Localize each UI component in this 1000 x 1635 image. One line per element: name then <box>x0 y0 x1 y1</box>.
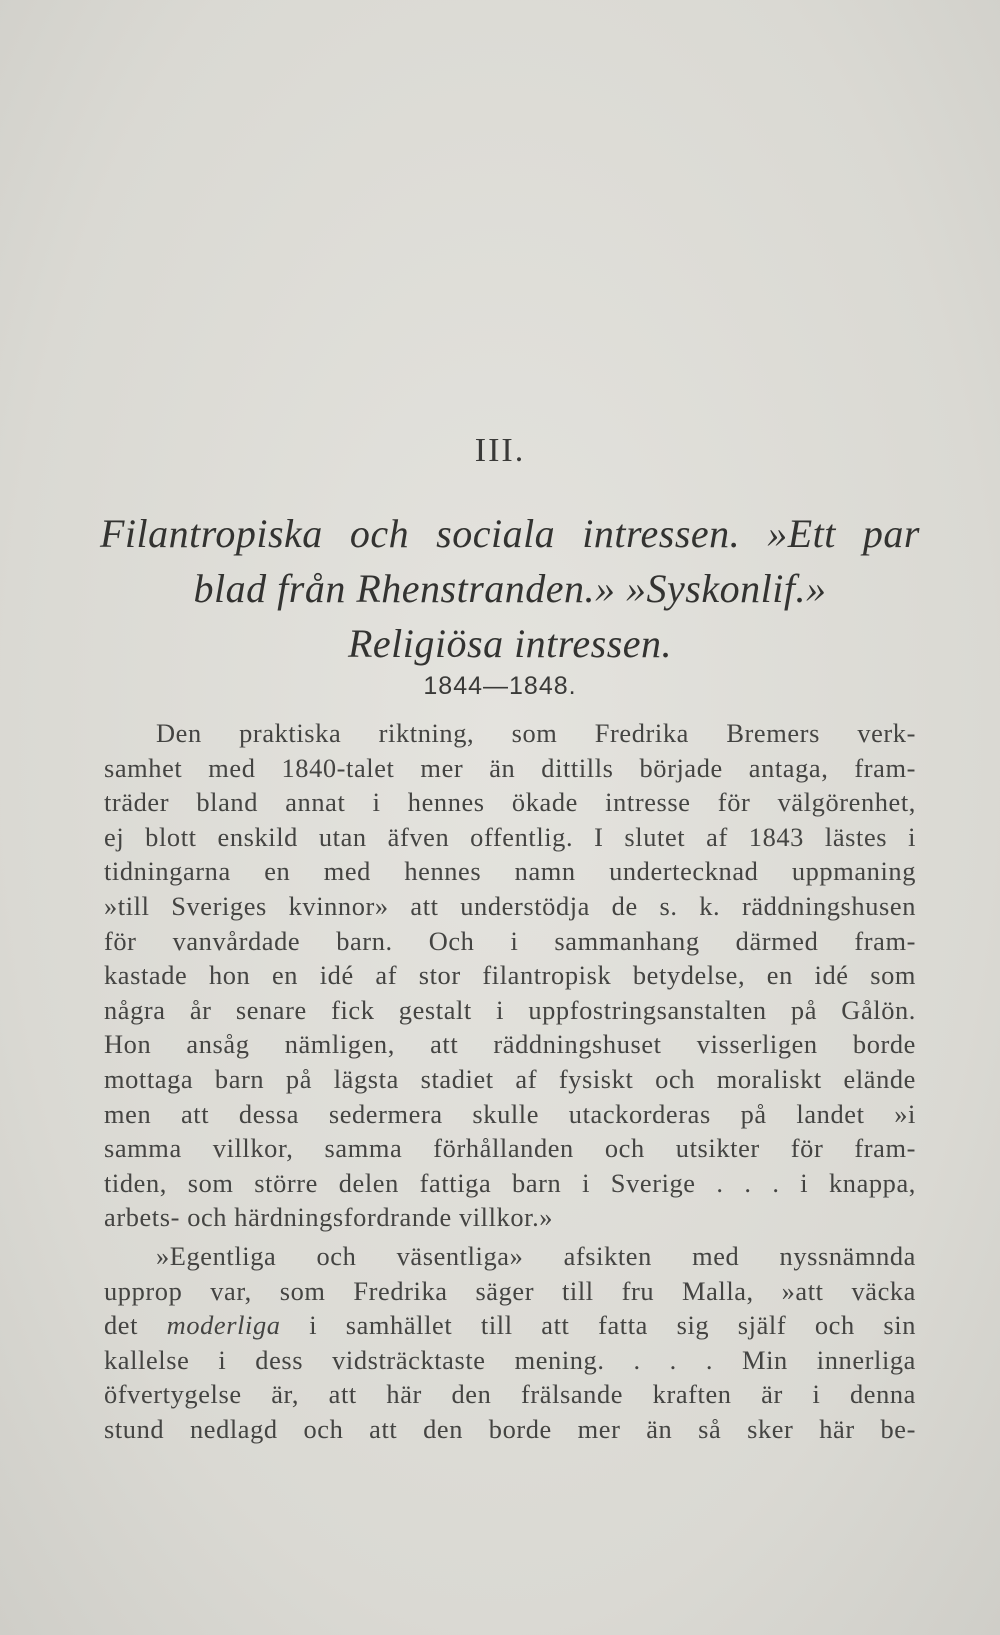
text-line: några år senare fick gestalt i uppfostringsanstalten på Gålön. <box>104 994 916 1025</box>
chapter-title-line: blad från Rhenstranden.» »Syskonlif.» <box>193 566 827 611</box>
text-line: samhet med 1840-talet mer än dittills började antaga, fram- <box>104 752 916 783</box>
body-text <box>104 716 916 1446</box>
text-line: upprop var, som Fredrika säger till fru Malla, »att väcka <box>104 1275 916 1306</box>
text-line: »till Sveriges kvinnor» att understödja de s. k. räddningshusen <box>104 890 916 921</box>
text-line: »Egentliga och väsentliga» afsikten med nyssnämnda <box>156 1240 916 1271</box>
chapter-title-line: Religiösa intressen. <box>347 621 673 666</box>
text-line: ej blott enskild utan äfven offentlig. I slutet af 1843 lästes i <box>104 821 916 852</box>
text-segment: det <box>104 1310 167 1341</box>
text-line: kastade hon en idé af stor filantropisk betydelse, en idé som <box>104 960 916 991</box>
text-line: öfvertygelse är, att här den frälsande kraften är i denna <box>104 1379 916 1410</box>
chapter-years: 1844—1848. <box>423 672 577 700</box>
text-line: stund nedlagd och att den borde mer än så sker här be- <box>104 1413 916 1444</box>
text-line-with-emphasis <box>104 1308 916 1343</box>
text-line: arbets- och härdningsfordrande villkor.» <box>104 1202 554 1233</box>
text-line: kallelse i dess vidsträcktaste mening. . . . Min innerliga <box>104 1344 916 1375</box>
chapter-title <box>100 506 920 671</box>
text-line: tidningarna en med hennes namn undertecknad uppmaning <box>104 856 916 887</box>
chapter-numeral: III. <box>474 432 526 469</box>
text-line: Den praktiska riktning, som Fredrika Bremers verk- <box>156 718 916 748</box>
chapter-title-line: Filantropiska och sociala intressen. »Ett par <box>100 511 920 556</box>
text-segment: i samhället till att fatta sig själf och sin <box>280 1310 916 1341</box>
text-line: men att dessa sedermera skulle utackorderas på landet »i <box>104 1098 916 1129</box>
text-line: träder bland annat i hennes ökade intresse för välgörenhet, <box>104 787 916 818</box>
text-line: samma villkor, samma förhållanden och utsikter för fram- <box>104 1133 916 1164</box>
emphasized-word: moderliga <box>166 1310 281 1341</box>
text-line: mottaga barn på lägsta stadiet af fysiskt och moraliskt elände <box>104 1063 916 1094</box>
text-line: Hon ansåg nämligen, att räddningshuset visserligen borde <box>104 1029 916 1060</box>
text-line: tiden, som större delen fattiga barn i Sverige . . . i knappa, <box>104 1167 916 1198</box>
text-line: för vanvårdade barn. Och i sammanhang därmed fram- <box>104 925 916 956</box>
